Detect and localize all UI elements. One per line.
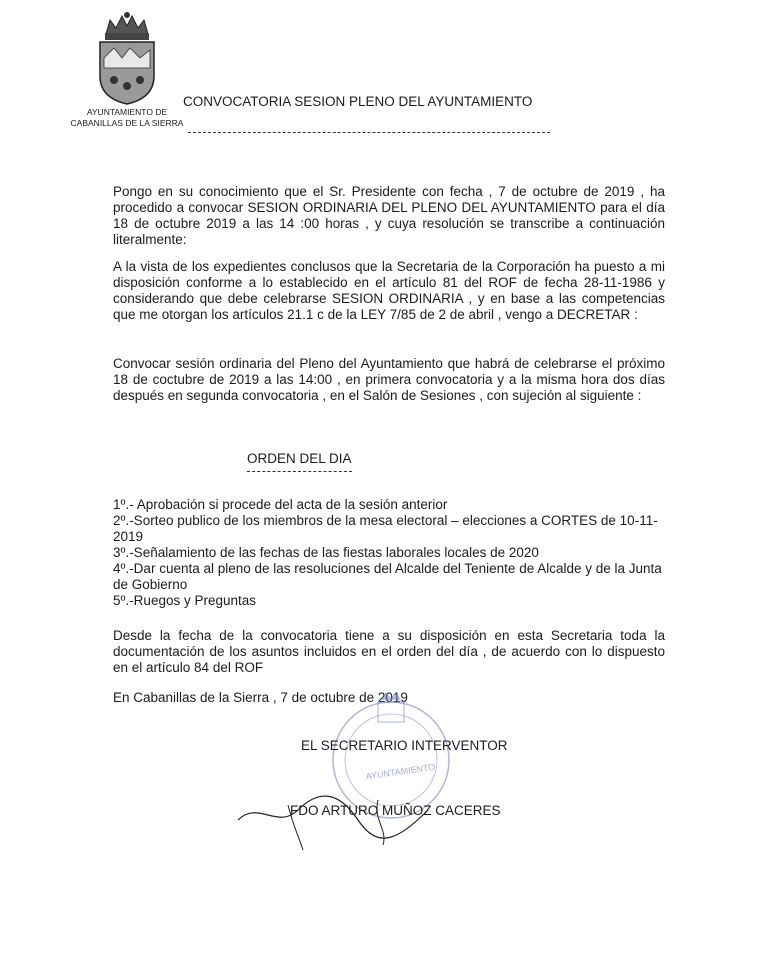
signer-name: FDO ARTURO MUÑOZ CACERES [290, 803, 501, 818]
paragraph-intro: Pongo en su conocimiento que el Sr. Presidente con fecha , 7 de octubre de 2019 , ha procedido a convocar SESION ORDINARIA DEL PLENO DEL AYUNTAMIENTO para el día 18 de octubre 2019 a las 14 :00 horas , y cuya resolución se transcribe a continuación literalmente: [113, 184, 665, 247]
title-divider [188, 132, 550, 133]
document-title: CONVOCATORIA SESION PLENO DEL AYUNTAMIENTO [183, 94, 533, 109]
agenda-title: ORDEN DEL DIA [247, 451, 352, 466]
agenda-list [113, 497, 665, 609]
coat-of-arms-icon [92, 10, 162, 106]
municipal-seal [62, 10, 192, 128]
seal-caption-line1: AYUNTAMIENTO DE [86, 107, 168, 117]
agenda-item: 4º.-Dar cuenta al pleno de las resoluciones del Alcalde del Teniente de Alcalde y de la Junta de Gobierno [113, 561, 662, 592]
agenda-item: 3º.-Señalamiento de las fechas de las fiestas laborales locales de 2020 [113, 545, 539, 560]
agenda-item: 1º.- Aprobación si procede del acta de la sesión anterior [113, 497, 448, 512]
place-and-date: En Cabanillas de la Sierra , 7 de octubre de 2019 [113, 690, 408, 705]
paragraph-decree: A la vista de los expedientes conclusos que la Secretaria de la Corporación ha puesto a mi disposición conforme a lo establecido en el artículo 81 del ROF de fecha 28-11-1986 y considerando que debe celebrarse SESION ORDINARIA , y en base a las competencias que me otorgan los artículos 21.1 c de la LEY 7/85 de 2 de abril , vengo a DECRETAR : [113, 259, 665, 322]
agenda-item: 5º.-Ruegos y Preguntas [113, 593, 257, 608]
signer-title: EL SECRETARIO INTERVENTOR [301, 738, 508, 753]
paragraph-documentation: Desde la fecha de la convocatoria tiene a su disposición en esta Secretaria toda la documentación de los asuntos incluidos en el orden del día , de acuerdo con lo dispuesto en el artículo 84 del ROF [113, 628, 665, 675]
handwritten-signature [228, 780, 448, 860]
agenda-item: 2º.-Sorteo publico de los miembros de la mesa electoral – elecciones a CORTES de 10-11-2019 [113, 513, 658, 544]
paragraph-convocation: Convocar sesión ordinaria del Pleno del Ayuntamiento que habrá de celebrarse el próximo 18 de coctubre de 2019 a las 14:00 , en primera convocatoria y a la misma hora dos días después en segunda convocatoria , en el Salón de Sesiones , con sujeción al siguiente : [113, 356, 665, 403]
stamp-text: AYUNTAMIENTO [365, 761, 436, 782]
seal-caption-line2: CABANILLAS DE LA SIERRA [70, 118, 184, 128]
agenda-divider [247, 471, 352, 472]
